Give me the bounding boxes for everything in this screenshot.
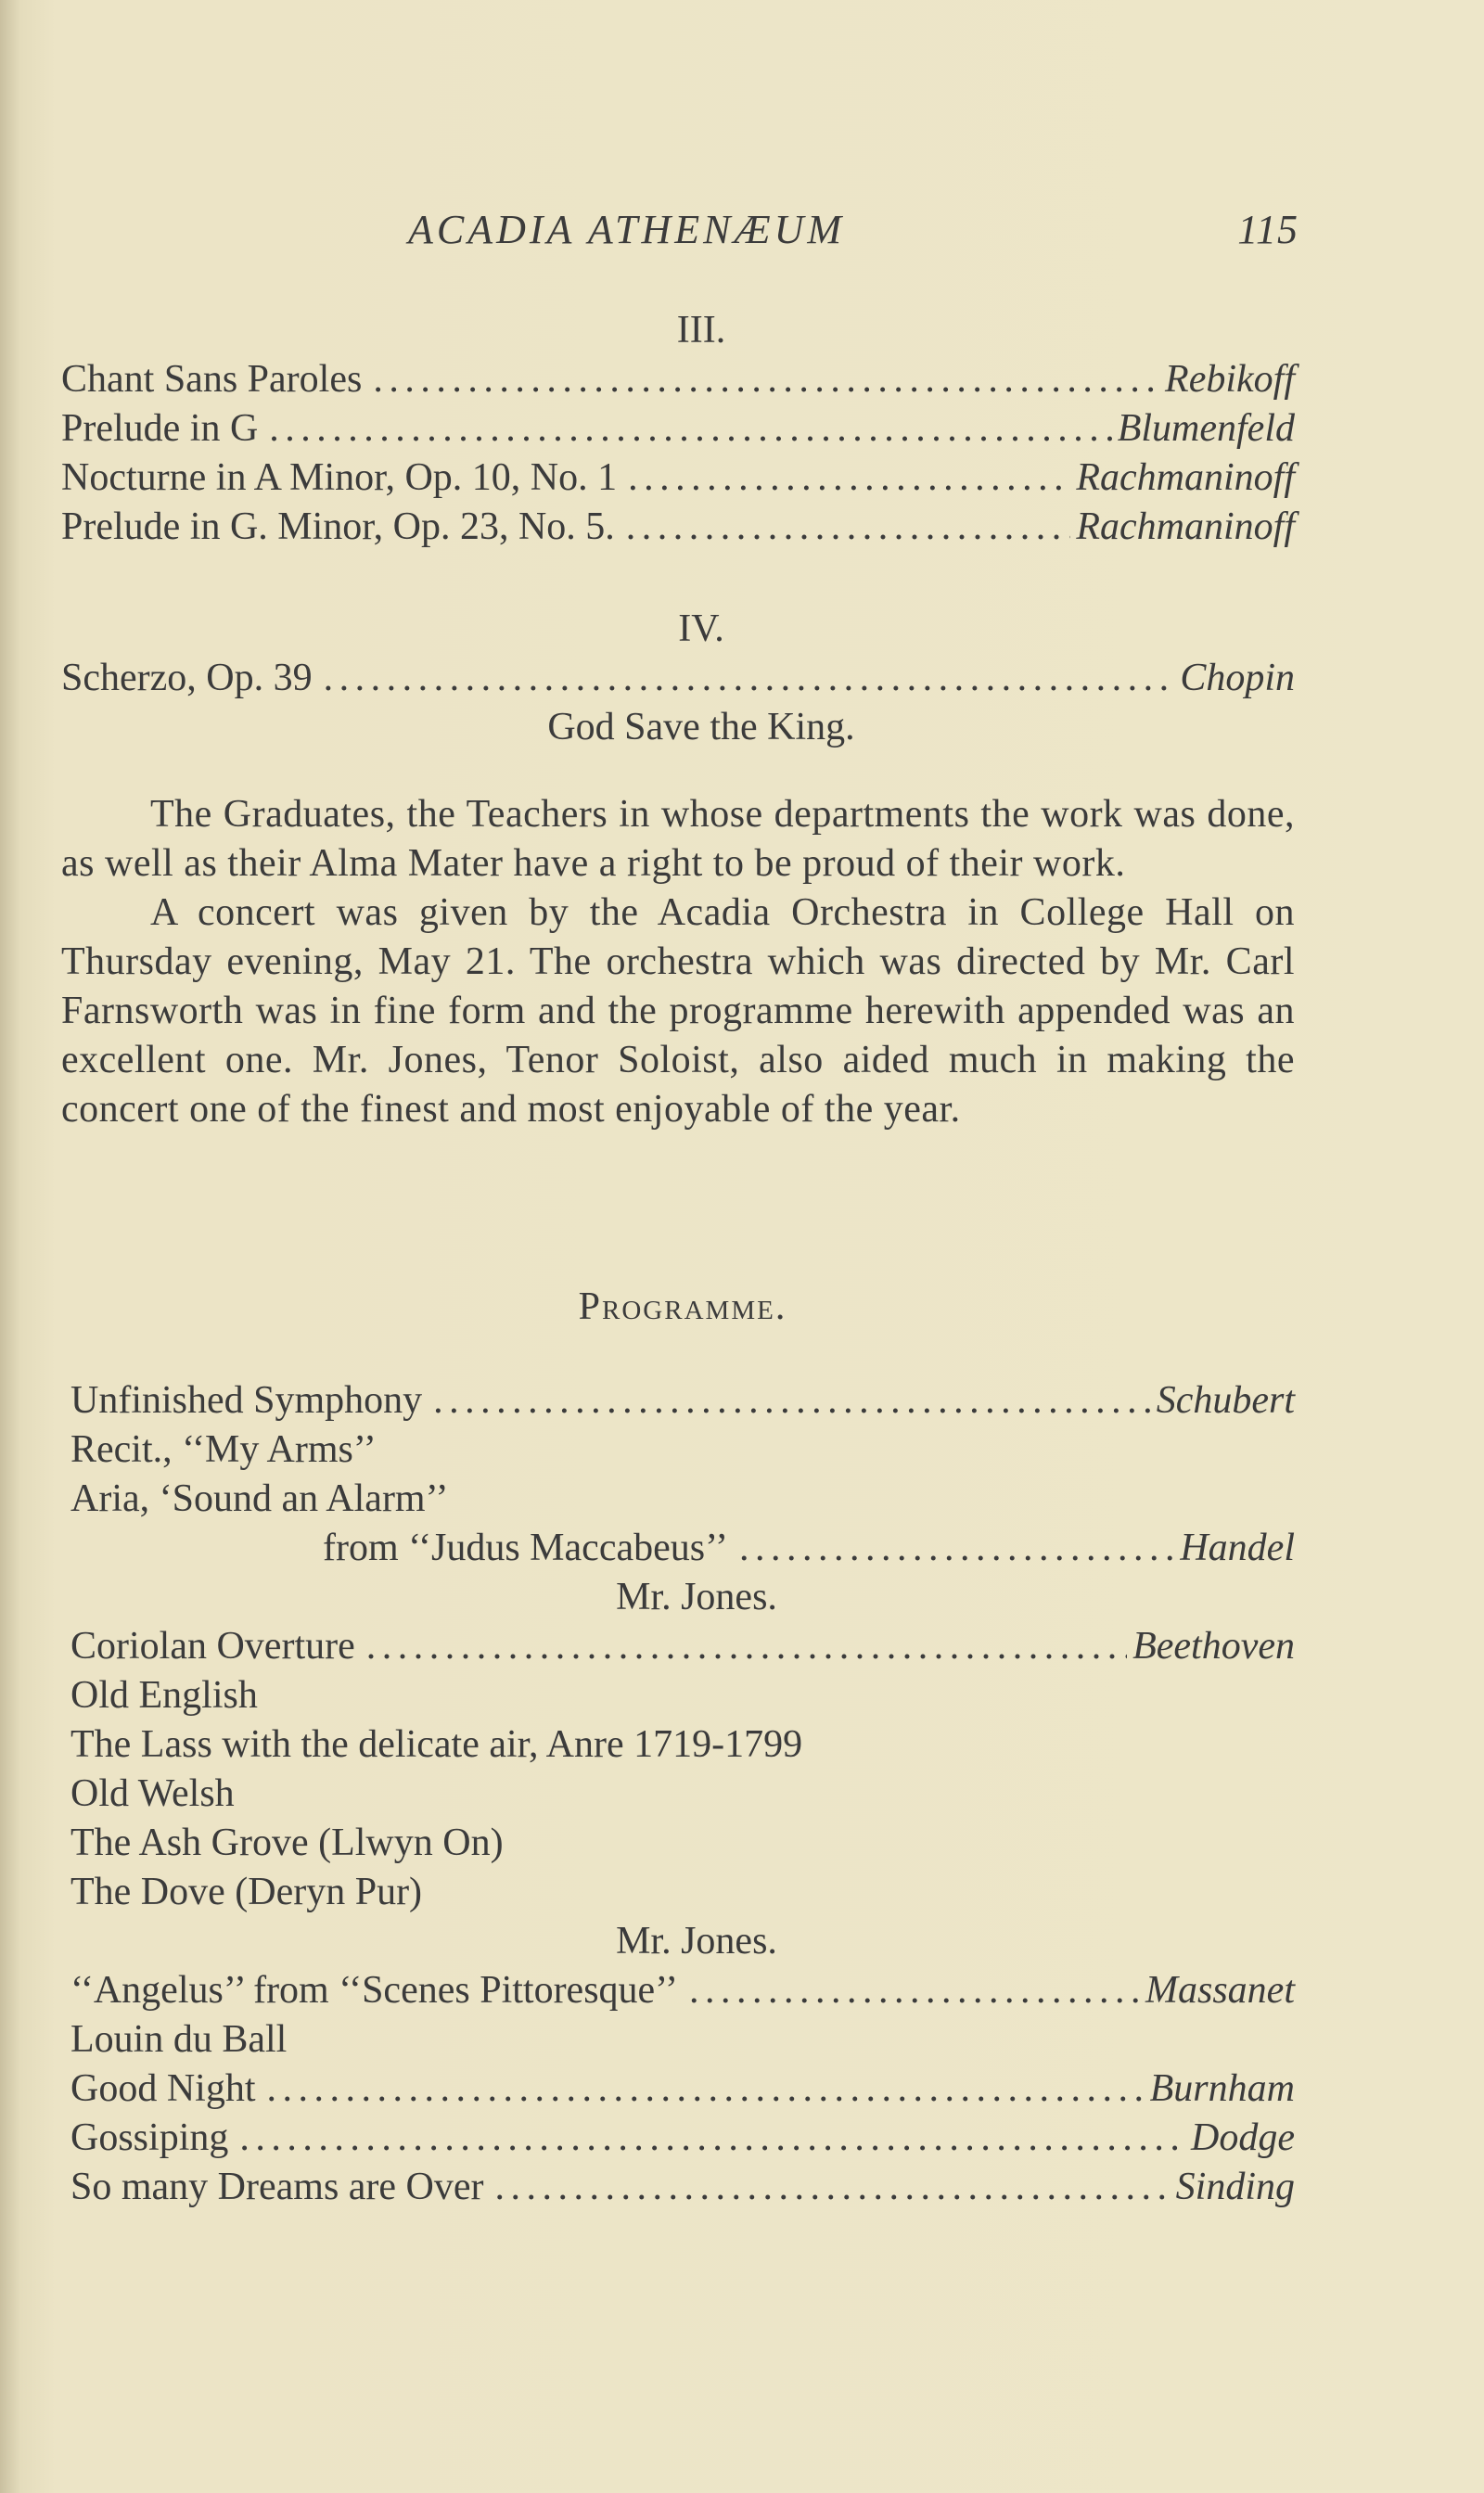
leader-dots	[433, 1376, 1151, 1425]
piece-title: Nocturne in A Minor, Op. 10, No. 1	[61, 456, 618, 499]
paragraph: A concert was given by the Acadia Orchestra in College Hall on Thursday evening, May 21. The orchestra which was directed by Mr. Carl Farnsworth was in fine form and the programme herewith appended was an excellent one. Mr. Jones, Tenor Soloist, also aided much in making the concert one of the finest and most enjoyable of the year.	[61, 891, 1295, 1131]
programme-heading: Programme.	[578, 1285, 787, 1328]
leader-dots	[626, 503, 1071, 552]
running-header	[408, 206, 1298, 262]
programme-entry	[61, 355, 1295, 404]
composer-name: Rachmaninoff	[1076, 456, 1295, 499]
leader-dots	[628, 454, 1070, 503]
composer-name: Handel	[1180, 1527, 1295, 1569]
performer-credit: Mr. Jones.	[616, 1576, 777, 1618]
programme-entry	[61, 503, 1295, 552]
programme-line: The Dove (Deryn Pur)	[70, 1871, 423, 1913]
paragraph: The Graduates, the Teachers in whose departments the work was done, as well as their Alma Mater have a right to be proud of their work.	[61, 793, 1295, 885]
piece-title: So many Dreams are Over	[70, 2166, 484, 2208]
programme-entry	[70, 1376, 1295, 1425]
section-heading: III.	[676, 309, 726, 352]
piece-title: Prelude in G. Minor, Op. 23, No. 5.	[61, 505, 615, 548]
section-four	[61, 605, 1295, 752]
leader-dots	[269, 404, 1111, 454]
programme-line: Louin du Ball	[70, 2018, 288, 2061]
piece-title: Prelude in G	[61, 407, 259, 450]
composer-name: Blumenfeld	[1117, 407, 1295, 450]
composer-name: Beethoven	[1132, 1625, 1295, 1668]
leader-dots	[324, 654, 1175, 703]
piece-title: Chant Sans Paroles	[61, 358, 363, 401]
piece-title: Good Night	[70, 2067, 256, 2110]
composer-name: Sinding	[1175, 2166, 1295, 2208]
leader-dots	[495, 2163, 1171, 2212]
leader-dots	[689, 1966, 1140, 2015]
performer-credit: Mr. Jones.	[616, 1920, 777, 1962]
programme-line: Old Welsh	[70, 1772, 235, 1815]
journal-title: ACADIA ATHENÆUM	[408, 207, 846, 252]
programme-entry	[70, 1966, 1295, 2015]
page-number: 115	[1237, 207, 1298, 252]
programme-entry	[70, 2114, 1295, 2163]
composer-name: Rachmaninoff	[1076, 505, 1295, 548]
composer-name: Rebikoff	[1165, 358, 1295, 401]
piece-title: from ‘‘Judus Maccabeus’’	[323, 1527, 728, 1569]
programme-line: Aria, ‘Sound an Alarm’’	[70, 1477, 449, 1520]
programme-section	[61, 1283, 1295, 1332]
leader-dots	[267, 2065, 1145, 2114]
programme-entry	[61, 654, 1295, 703]
programme-line: The Lass with the delicate air, Anre 1719-1799	[70, 1723, 803, 1766]
programme-list	[70, 1376, 1295, 2212]
composer-name: Massanet	[1145, 1969, 1295, 2012]
section-three	[61, 306, 1295, 552]
programme-line: Recit., ‘‘My Arms’’	[70, 1428, 377, 1471]
piece-title: ‘‘Angelus’’ from ‘‘Scenes Pittoresque’’	[70, 1969, 679, 2012]
leader-dots	[373, 355, 1159, 404]
programme-entry	[70, 2065, 1295, 2114]
programme-line: Old English	[70, 1674, 258, 1717]
piece-title: Gossiping	[70, 2116, 229, 2159]
programme-entry	[70, 1524, 1295, 1573]
programme-entry	[61, 404, 1295, 454]
composer-name: Chopin	[1180, 657, 1295, 699]
piece-title: Coriolan Overture	[70, 1625, 355, 1668]
programme-entry	[70, 1622, 1295, 1671]
piece-title: Scherzo, Op. 39	[61, 657, 313, 699]
composer-name: Burnham	[1149, 2067, 1295, 2110]
piece-title: Unfinished Symphony	[70, 1379, 423, 1422]
leader-dots	[239, 2114, 1185, 2163]
body-text	[61, 790, 1295, 1134]
composer-name: Schubert	[1156, 1379, 1295, 1422]
leader-dots	[739, 1524, 1174, 1573]
composer-name: Dodge	[1191, 2116, 1295, 2159]
anthem-line: God Save the King.	[547, 706, 855, 748]
leader-dots	[366, 1622, 1127, 1671]
programme-entry	[61, 454, 1295, 503]
programme-entry	[70, 2163, 1295, 2212]
section-heading: IV.	[678, 607, 724, 650]
programme-line: The Ash Grove (Llwyn On)	[70, 1822, 504, 1864]
